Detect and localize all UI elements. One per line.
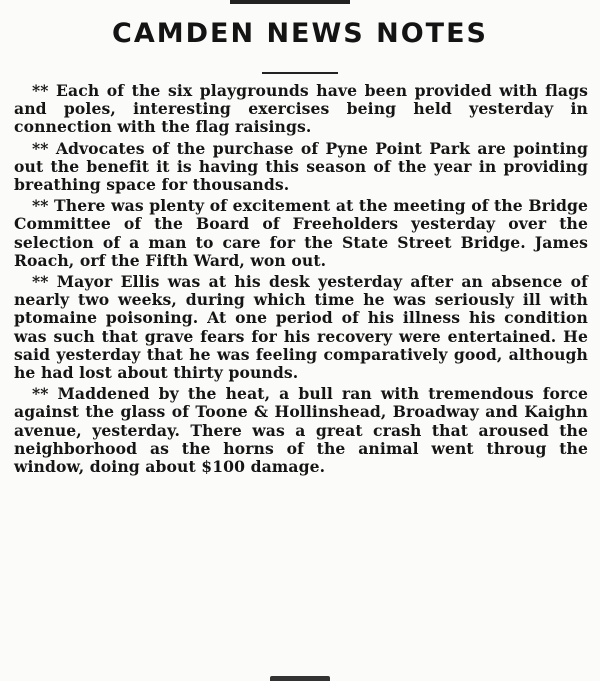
- top-column-rule: [230, 0, 350, 4]
- paragraph-bridge-committee: ** There was plenty of excitement at the meeting of the Bridge Committee of the Board of Freeholders yesterday over the selection of a man to care for the State Street Bridge. James Roach, orf the Fifth Ward, won out.: [14, 196, 588, 270]
- paragraph-pyne-point-park: ** Advocates of the purchase of Pyne Point Park are pointing out the benefit it is having this season of the year in providing breathing space for thousands.: [14, 138, 588, 195]
- article-body: [14, 82, 588, 479]
- paragraph-bull: ** Maddened by the heat, a bull ran with tremendous force against the glass of Toone & Hollinshead, Broadway and Kaighn avenue, yesterday. There was a great crash that aroused the neighborhood as the horns of the animal went throug the window, doing about $100 damage.: [14, 384, 588, 477]
- bottom-column-mark: [270, 676, 330, 681]
- paragraph-playgrounds: ** Each of the six playgrounds have been provided with flags and poles, interesting exercises being held yesterday in connection with the flag raisings.: [14, 81, 588, 137]
- paragraph-mayor-ellis: ** Mayor Ellis was at his desk yesterday after an absence of nearly two weeks, during which time he was seriously ill with ptomaine poisoning. At one period of his illness his condition was such that grave fears for his recovery were entertained. He said yesterday that he was feeling comparatively good, although he had lost about thirty pounds.: [14, 272, 588, 383]
- headline: CAMDEN NEWS NOTES: [112, 18, 488, 49]
- headline-divider: [262, 72, 338, 74]
